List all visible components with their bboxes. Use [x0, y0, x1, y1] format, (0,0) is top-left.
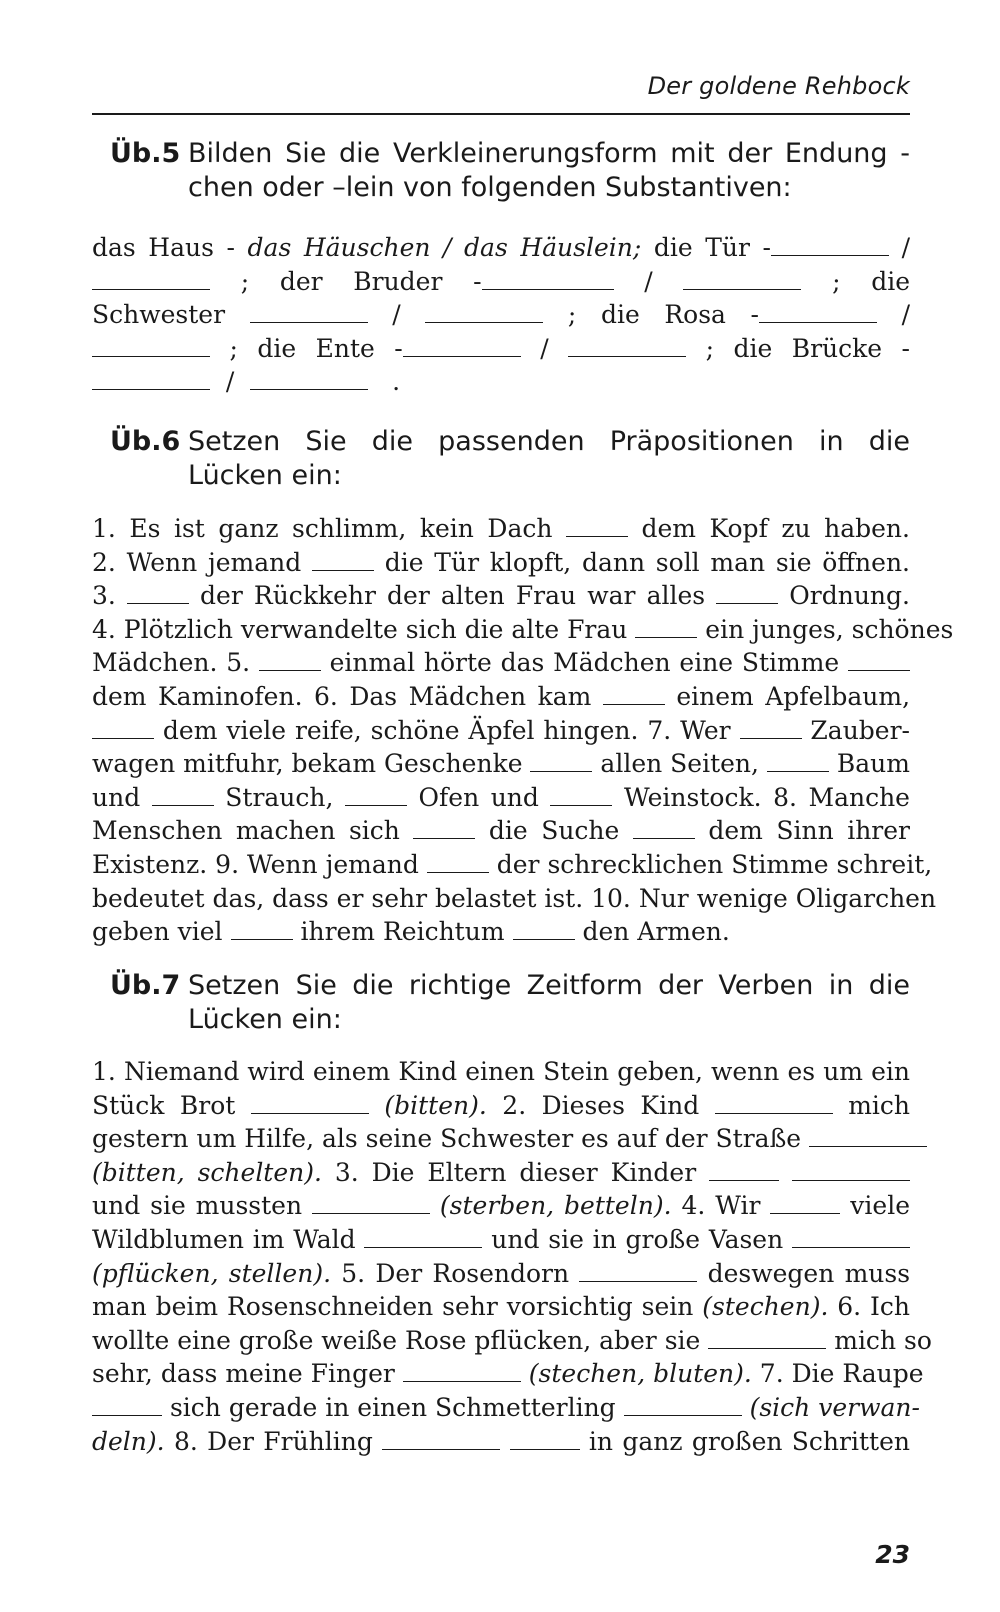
answer-blank[interactable] [382, 1428, 500, 1450]
text-line: gestern um Hilfe, als seine Schwester es auf der Straße [92, 1122, 910, 1156]
answer-blank[interactable] [716, 582, 778, 604]
answer-blank[interactable] [579, 1260, 697, 1282]
text-line: das Haus - das Häuschen / das Häuslein; die Tür - / [92, 233, 911, 262]
answer-blank[interactable] [92, 268, 210, 290]
answer-blank[interactable] [312, 549, 374, 571]
header-rule [92, 113, 910, 115]
text-line: Stück Brot (bitten). 2. Dieses Kind mich [92, 1090, 911, 1120]
answer-blank[interactable] [127, 582, 189, 604]
example-answer: das Häuschen / das Häuslein; [247, 233, 642, 262]
answer-blank[interactable] [231, 918, 293, 940]
text-line: (pflücken, stellen). 5. Der Rosendorn deswegen muss [92, 1258, 911, 1288]
exercise-5-label: Üb.5 [110, 138, 181, 169]
exercise-7-instruction: Setzen Sie die richtige Zeitform der Verben in die Lücken ein: [188, 970, 910, 1035]
text-line: sehr, dass meine Finger (stechen, bluten). 7. Die Raupe [92, 1359, 924, 1389]
text-line: Schwester / ; die Rosa - / [92, 300, 911, 330]
text-line: 1. Es ist ganz schlimm, kein Dach dem Kopf zu haben. [92, 514, 910, 543]
answer-blank[interactable] [92, 335, 210, 357]
text-line: sich gerade in einen Schmetterling (sich verwan- [92, 1391, 910, 1425]
answer-blank[interactable] [413, 817, 475, 839]
text-line: 4. Plötzlich verwandelte sich die alte Frau ein junges, schönes [92, 614, 954, 644]
text-line: 2. Wenn jemand die Tür klopft, dann soll man sie öffnen. [92, 547, 910, 577]
text-line: man beim Rosenschneiden sehr vorsichtig sein (stechen). 6. Ich [92, 1292, 910, 1322]
text-line: Wildblumen im Wald und sie in große Vasen [92, 1223, 910, 1257]
text-line: wagen mitfuhr, bekam Geschenke allen Seiten, Baum [92, 749, 910, 779]
exercise-7-label: Üb.7 [110, 970, 181, 1001]
text-line: (bitten, schelten). 3. Die Eltern dieser Kinder [92, 1156, 910, 1190]
text-line: und Strauch, Ofen und Weinstock. 8. Manche [92, 782, 910, 812]
text-line: und sie mussten (sterben, betteln). 4. Wir viele [92, 1191, 910, 1221]
answer-blank[interactable] [771, 234, 889, 256]
text-line: dem Kaminofen. 6. Das Mädchen kam einem Apfelbaum, [92, 681, 911, 711]
answer-blank[interactable] [92, 1394, 162, 1416]
answer-blank[interactable] [259, 649, 321, 671]
text-line: 1. Niemand wird einem Kind einen Stein geben, wenn es um ein [92, 1057, 910, 1086]
answer-blank[interactable] [568, 335, 686, 357]
exercise-6-heading [110, 425, 910, 493]
answer-blank[interactable] [92, 717, 154, 739]
answer-blank[interactable] [403, 335, 521, 357]
text-line: deln). 8. Der Frühling in ganz großen Schritten [92, 1426, 910, 1456]
text-line: / . [92, 365, 910, 399]
answer-blank[interactable] [250, 301, 368, 323]
answer-blank[interactable] [848, 649, 910, 671]
answer-blank[interactable] [345, 784, 407, 806]
text-line: wollte eine große weiße Rose pflücken, aber sie mich so [92, 1325, 932, 1355]
text-line: dem viele reife, schöne Äpfel hingen. 7. Wer Zauber- [92, 714, 910, 748]
text-line: geben viel ihrem Reichtum den Armen. [92, 917, 730, 947]
text-line: Mädchen. 5. einmal hörte das Mädchen eine Stimme [92, 646, 910, 680]
answer-blank[interactable] [603, 683, 665, 705]
exercise-6-label: Üb.6 [110, 426, 181, 457]
answer-blank[interactable] [250, 368, 368, 390]
answer-blank[interactable] [510, 1428, 580, 1450]
answer-blank[interactable] [566, 515, 628, 537]
answer-blank[interactable] [513, 918, 575, 940]
answer-blank[interactable] [792, 1159, 910, 1181]
exercise-7-body [92, 1055, 932, 1458]
answer-blank[interactable] [633, 817, 695, 839]
answer-blank[interactable] [709, 1159, 779, 1181]
answer-blank[interactable] [403, 1360, 521, 1382]
answer-blank[interactable] [767, 750, 829, 772]
text-line: ; die Ente - / ; die Brücke - [92, 332, 910, 366]
answer-blank[interactable] [251, 1092, 369, 1114]
exercise-5-instruction: Bilden Sie die Verkleinerungsform mit der Endung -chen oder –lein von folgenden Substantiven: [188, 138, 910, 203]
answer-blank[interactable] [482, 268, 614, 290]
answer-blank[interactable] [530, 750, 592, 772]
answer-blank[interactable] [635, 616, 697, 638]
text-line: bedeutet das, dass er sehr belastet ist. 10. Nur wenige Oligarchen [92, 883, 937, 913]
running-header: Der goldene Rehbock [647, 72, 910, 100]
text-line: 3. der Rückkehr der alten Frau war alles Ordnung. [92, 581, 910, 611]
answer-blank[interactable] [740, 717, 802, 739]
answer-blank[interactable] [708, 1327, 826, 1349]
page-number: 23 [875, 1540, 910, 1569]
text-line: Existenz. 9. Wenn jemand der schrecklichen Stimme schreit, [92, 849, 933, 879]
answer-blank[interactable] [683, 268, 801, 290]
answer-blank[interactable] [809, 1125, 927, 1147]
answer-blank[interactable] [152, 784, 214, 806]
answer-blank[interactable] [312, 1192, 430, 1214]
answer-blank[interactable] [715, 1092, 833, 1114]
answer-blank[interactable] [364, 1226, 482, 1248]
exercise-6-instruction: Setzen Sie die passenden Präpositionen in die Lücken ein: [188, 426, 910, 491]
answer-blank[interactable] [92, 368, 210, 390]
exercise-7-heading [110, 969, 910, 1037]
exercise-6-body [92, 512, 954, 949]
answer-blank[interactable] [624, 1394, 742, 1416]
answer-blank[interactable] [427, 851, 489, 873]
exercise-5-heading [110, 137, 910, 205]
exercise-5-body [92, 231, 910, 399]
answer-blank[interactable] [550, 784, 612, 806]
answer-blank[interactable] [770, 1192, 840, 1214]
text-line: Menschen machen sich die Suche dem Sinn ihrer [92, 816, 911, 846]
answer-blank[interactable] [425, 301, 543, 323]
answer-blank[interactable] [759, 301, 877, 323]
text-line: ; der Bruder - / ; die [92, 265, 910, 299]
answer-blank[interactable] [792, 1226, 910, 1248]
